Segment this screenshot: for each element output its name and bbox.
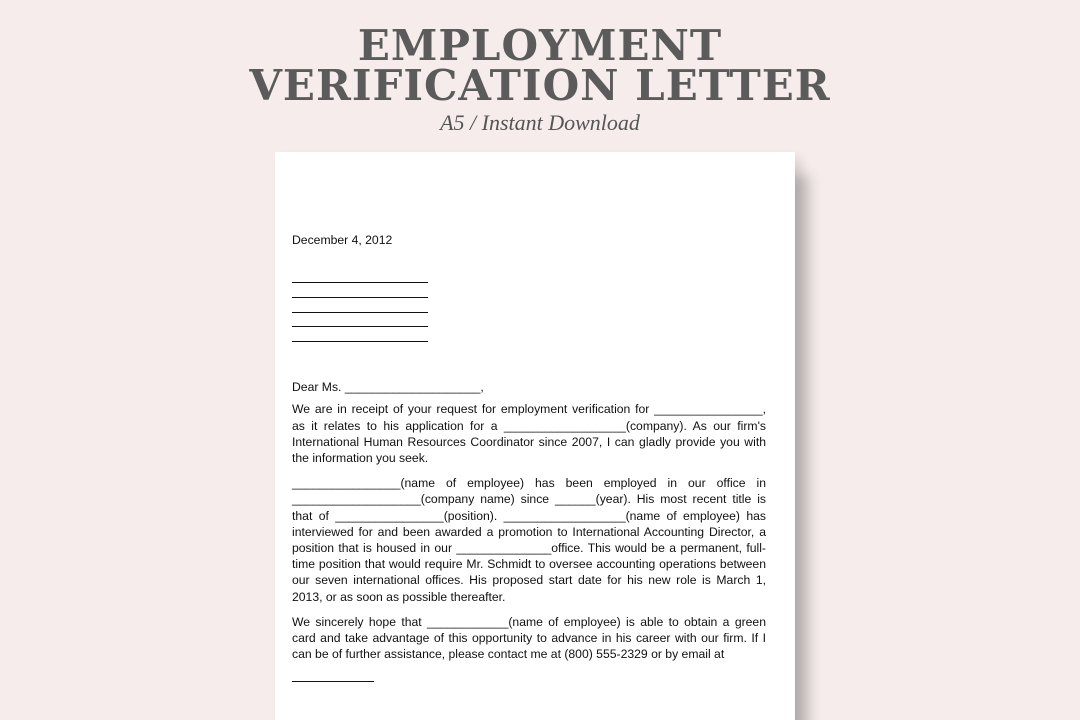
address-line xyxy=(292,313,428,328)
salutation: Dear Ms. ____________________, xyxy=(292,380,484,395)
paragraph-3: We sincerely hope that ____________(name of employee) is able to obtain a green card and take advantage of this opportunity to advance in his career with our firm. If I can be of further assistance, please contact me at (800) 555-2329 or by email at xyxy=(292,614,766,662)
address-line xyxy=(292,268,428,283)
subtitle: A5 / Instant Download xyxy=(440,110,640,135)
paragraph-1: We are in receipt of your request for employment verification for ________________, as it relates to his application for a __________________(company). As our firm's International Human Resources Coordinator since 2007, I can gladly provide you with the information you seek. xyxy=(292,402,766,465)
letter-sheet xyxy=(275,152,795,720)
address-line xyxy=(292,298,428,313)
letter-date: December 4, 2012 xyxy=(292,233,393,247)
address-block xyxy=(292,268,766,342)
paragraph-2: ________________(name of employee) has been employed in our office in ___________________(company name) since ______(year). His most recent title is that of ________________(position). __________________(name of employee) has interviewed for and been awarded a promotion to International Accounting Director, a position that is housed in our ______________office. This would be a permanent, full-time position that would require Mr. Schmidt to oversee accounting operations between our seven international offices. His proposed start date for his new role is March 1, 2013, or as soon as possible thereafter. xyxy=(292,476,766,604)
title-line-1: EMPLOYMENT xyxy=(357,21,723,70)
address-line xyxy=(292,327,428,342)
letter-body xyxy=(292,232,766,682)
address-line xyxy=(292,283,428,298)
title-line-2: VERIFICATION LETTER xyxy=(249,61,831,110)
email-blank-line xyxy=(292,669,374,682)
